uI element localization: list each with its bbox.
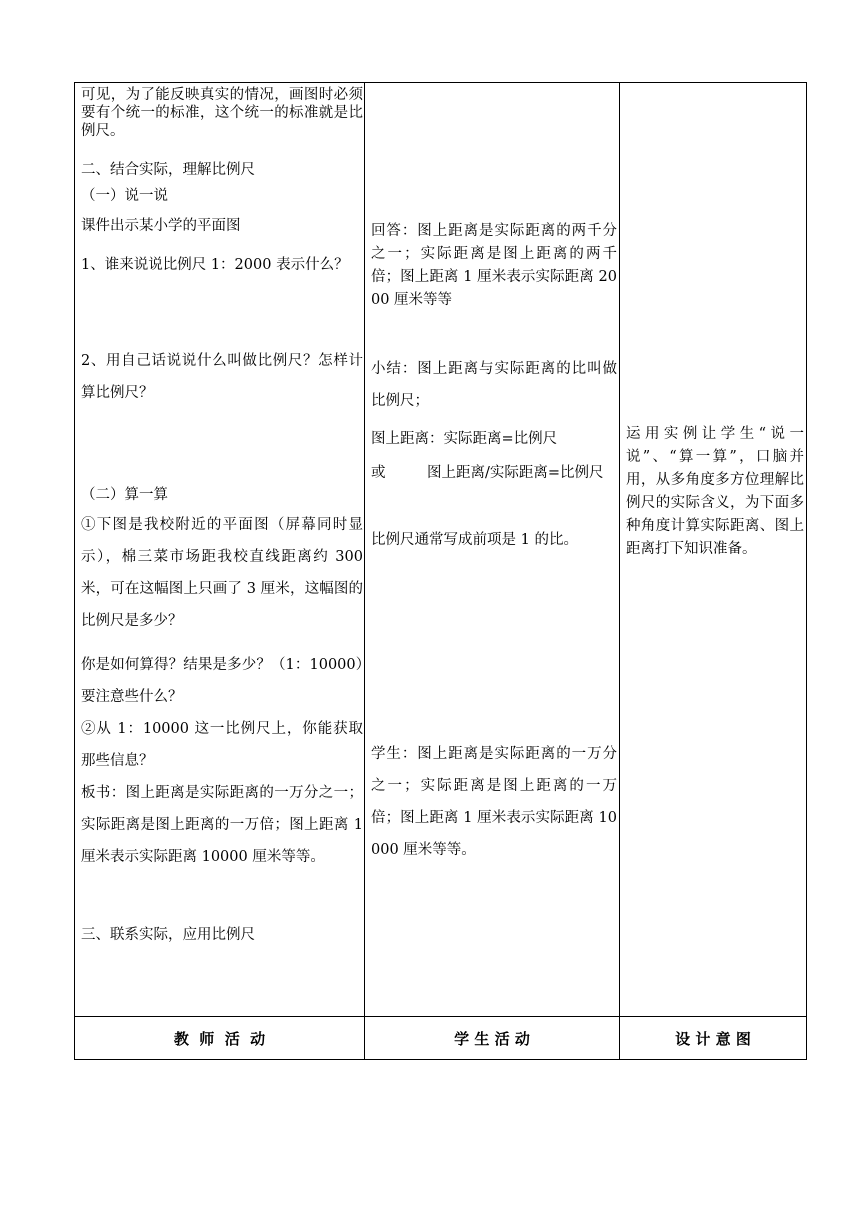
student-formula-1: 图上距离：实际距离=比例尺 [371,431,558,447]
teacher-subheading-say: （一）说一说 [81,188,168,204]
teacher-calc-followup: 你是如何算得？结果是多少？（1：10000）要注意些什么？ [81,657,363,705]
teacher-paragraph-intro: 可见，为了能反映真实的情况，画图时必须要有个统一的标准，这个统一的标准就是比例尺。 [81,87,363,139]
student-answer-1: 回答：图上距离是实际距离的两千分之一；实际距离是图上距离的两千倍；图上距离 1 厘米表示实际距离 2000 厘米等等 [371,223,617,308]
teacher-heading-apply: 三、联系实际，应用比例尺 [81,927,255,943]
teacher-question-1: 1、谁来说说比例尺 1：2000 表示什么？ [81,257,349,273]
column-divider [619,83,620,1059]
footer-divider [75,1016,806,1017]
student-summary: 小结：图上距离与实际距离的比叫做比例尺； [371,361,617,409]
teacher-question-2: 2、用自己话说说什么叫做比例尺？怎样计算比例尺？ [81,353,363,401]
footer-teacher-label: 教 师 活 动 [173,1030,266,1048]
student-answer-2: 学生：图上距离是实际距离的一万分之一；实际距离是图上距离的一万倍；图上距离 1 厘米表示实际距离 10000 厘米等等。 [371,746,617,858]
lesson-plan-table [74,82,807,1060]
student-formula-or: 或 [371,465,386,481]
footer-design-label: 设 计 意 图 [675,1030,751,1048]
column-divider [364,83,365,1059]
teacher-heading-understand: 二、结合实际，理解比例尺 [81,162,255,178]
teacher-courseware: 课件出示某小学的平面图 [81,218,241,234]
teacher-calc-question-2: ②从 1：10000 这一比例尺上，你能获取那些信息？ [81,721,363,769]
design-intent-text: 运用实例让学生“说一说”、“算一算”，口脑并用，从多角度多方位理解比例尺的实际含义，为下面多种角度计算实际距离、图上距离打下知识准备。 [626,426,804,557]
student-note: 比例尺通常写成前项是 1 的比。 [371,532,578,548]
student-formula-2: 图上距离/实际距离=比例尺 [427,465,604,481]
teacher-subheading-calc: （二）算一算 [81,487,168,503]
teacher-calc-question-1: ①下图是我校附近的平面图（屏幕同时显示），棉三菜市场距我校直线距离约 300 米，可在这幅图上只画了 3 厘米，这幅图的比例尺是多少？ [81,517,363,629]
teacher-board-notes: 板书：图上距离是实际距离的一万分之一；实际距离是图上距离的一万倍；图上距离 1 厘米表示实际距离 10000 厘米等等。 [81,785,363,865]
footer-student-label: 学 生 活 动 [454,1030,530,1048]
